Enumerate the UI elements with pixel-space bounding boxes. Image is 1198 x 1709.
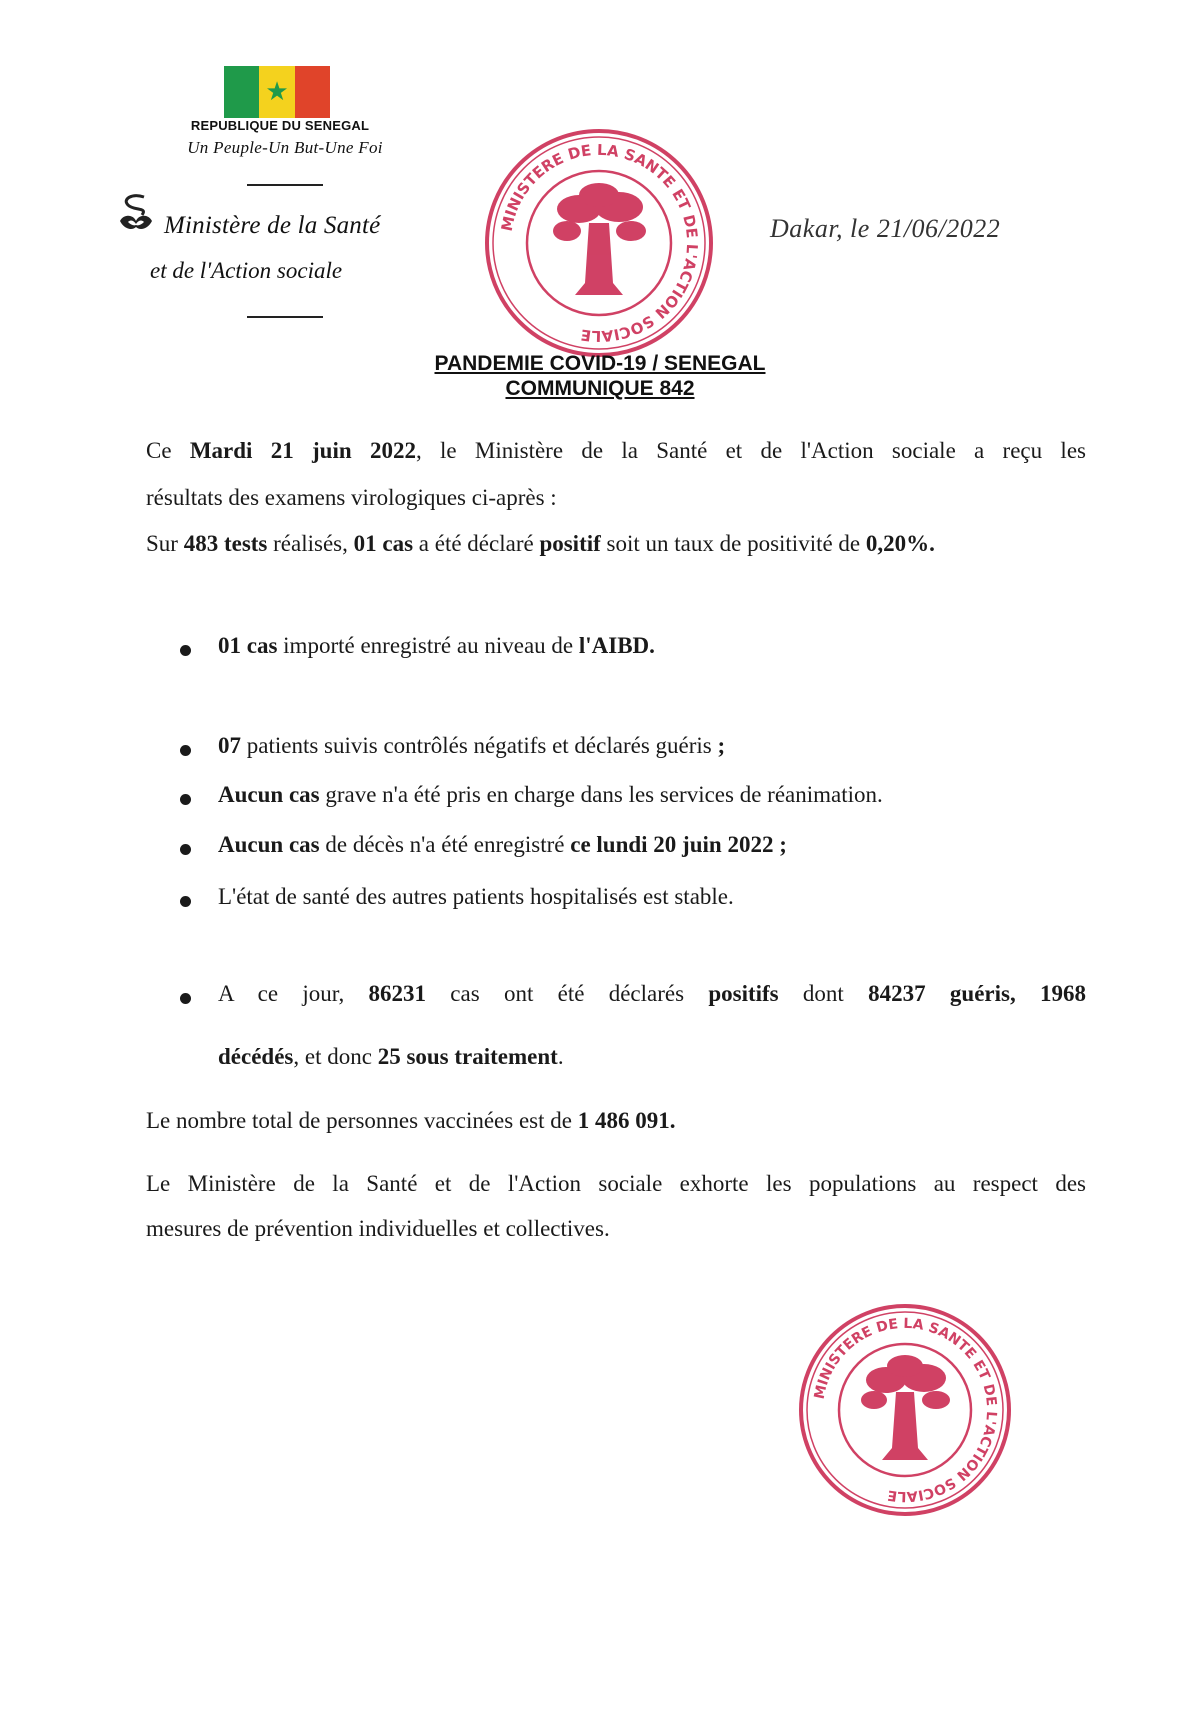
results-summary: [146, 530, 935, 558]
text: , le Ministère de la Santé et de l'Action sociale a reçu les: [415, 438, 1086, 463]
text: Le nombre total de personnes vaccinées est de: [146, 1108, 578, 1133]
baobab-tree-icon: [861, 1355, 950, 1460]
bullet-deaths: [218, 831, 787, 859]
bullet-dot: [180, 794, 191, 805]
bullet-recovered: [218, 732, 725, 760]
flag-band-red: [295, 66, 330, 118]
divider: [247, 184, 323, 186]
cases-count: 01 cas: [353, 531, 414, 556]
vaccination-total: [146, 1107, 675, 1135]
vaccinated-count: 1 486 091.: [577, 1108, 676, 1133]
tests-count: 483 tests: [183, 531, 268, 556]
text: réalisés,: [267, 531, 354, 556]
divider: [247, 316, 323, 318]
text: soit un taux de positivité de: [600, 531, 866, 556]
bold-date: Mardi 21 juin 2022: [189, 438, 416, 463]
bullet-severe-cases: [218, 781, 883, 809]
bold-text: Aucun cas: [218, 832, 320, 857]
under-treatment: 25 sous traitement: [377, 1044, 558, 1069]
baobab-tree-icon: [553, 183, 646, 295]
bullet-dot: [180, 745, 191, 756]
bullet-dot: [180, 993, 191, 1004]
bullet-health-status: L'état de santé des autres patients hospitalisés est stable.: [218, 884, 734, 909]
total-cases: 86231: [368, 981, 426, 1006]
text: .: [557, 1044, 564, 1069]
text: patients suivis contrôlés négatifs et déclarés guéris: [241, 733, 718, 758]
intro-paragraph: [146, 437, 1086, 465]
stamp-ring-text: MINISTERE DE LA SANTE ET DE L'ACTION SOCIALE: [811, 1315, 1000, 1505]
intro-line1: [146, 437, 1086, 465]
republic-title: REPUBLIQUE DU SENEGAL: [190, 118, 370, 133]
bullet-cumulative-line2: [218, 1043, 564, 1071]
official-stamp: [479, 123, 719, 363]
stamp-ring-text: MINISTERE DE LA SANTE ET DE L'ACTION SOCIALE: [497, 140, 702, 346]
text: Sur: [146, 531, 184, 556]
ministry-name-line1: Ministère de la Santé: [164, 212, 381, 239]
text: A ce jour,: [218, 981, 369, 1006]
text: cas ont été déclarés: [426, 981, 709, 1006]
text: importé enregistré au niveau de: [277, 633, 579, 658]
flag-star-icon: ★: [265, 77, 289, 107]
closing-line1: Le Ministère de la Santé et de l'Action sociale exhorte les populations au respect des: [146, 1171, 1086, 1196]
text: a été déclaré: [413, 531, 540, 556]
bullet-dot: [180, 645, 191, 656]
text: Ce: [146, 438, 190, 463]
recovered-deaths: 84237 guéris, 1968: [868, 981, 1086, 1006]
intro-line2: résultats des examens virologiques ci-après :: [146, 485, 557, 510]
national-motto: Un Peuple-Un But-Une Foi: [187, 138, 383, 157]
ministry-logo-icon: [114, 191, 158, 235]
bold-text: 01 cas: [218, 633, 278, 658]
communique-number: COMMUNIQUE 842: [505, 377, 695, 400]
bold-text: Aucun cas: [218, 782, 320, 807]
document-date: Dakar, le 21/06/2022: [770, 214, 1001, 243]
bold-text: positifs: [708, 981, 779, 1006]
text: , et donc: [293, 1044, 378, 1069]
flag-band-green: [224, 66, 259, 118]
official-stamp-signature: [794, 1302, 1016, 1518]
text: dont: [778, 981, 869, 1006]
bold-text: décédés: [218, 1044, 294, 1069]
bold-text: ;: [717, 733, 726, 758]
communique-title: PANDEMIE COVID-19 / SENEGAL: [434, 352, 766, 375]
bullet-dot: [180, 896, 191, 907]
ministry-name-line2: et de l'Action sociale: [150, 258, 343, 283]
bold-text: l'AIBD.: [578, 633, 655, 658]
positive-label: positif: [539, 531, 601, 556]
flag-band-yellow: [259, 66, 294, 118]
bullet-imported-case: [218, 632, 655, 660]
text: de décès n'a été enregistré: [319, 832, 571, 857]
positivity-rate: 0,20%.: [865, 531, 935, 556]
closing-line2: mesures de prévention individuelles et collectives.: [146, 1216, 610, 1241]
bullet-dot: [180, 844, 191, 855]
senegal-flag: [224, 66, 330, 118]
bullet-cumulative: [218, 980, 1086, 1008]
bold-text: 07: [218, 733, 241, 758]
bold-text: ce lundi 20 juin 2022 ;: [570, 832, 787, 857]
text: grave n'a été pris en charge dans les services de réanimation.: [319, 782, 883, 807]
